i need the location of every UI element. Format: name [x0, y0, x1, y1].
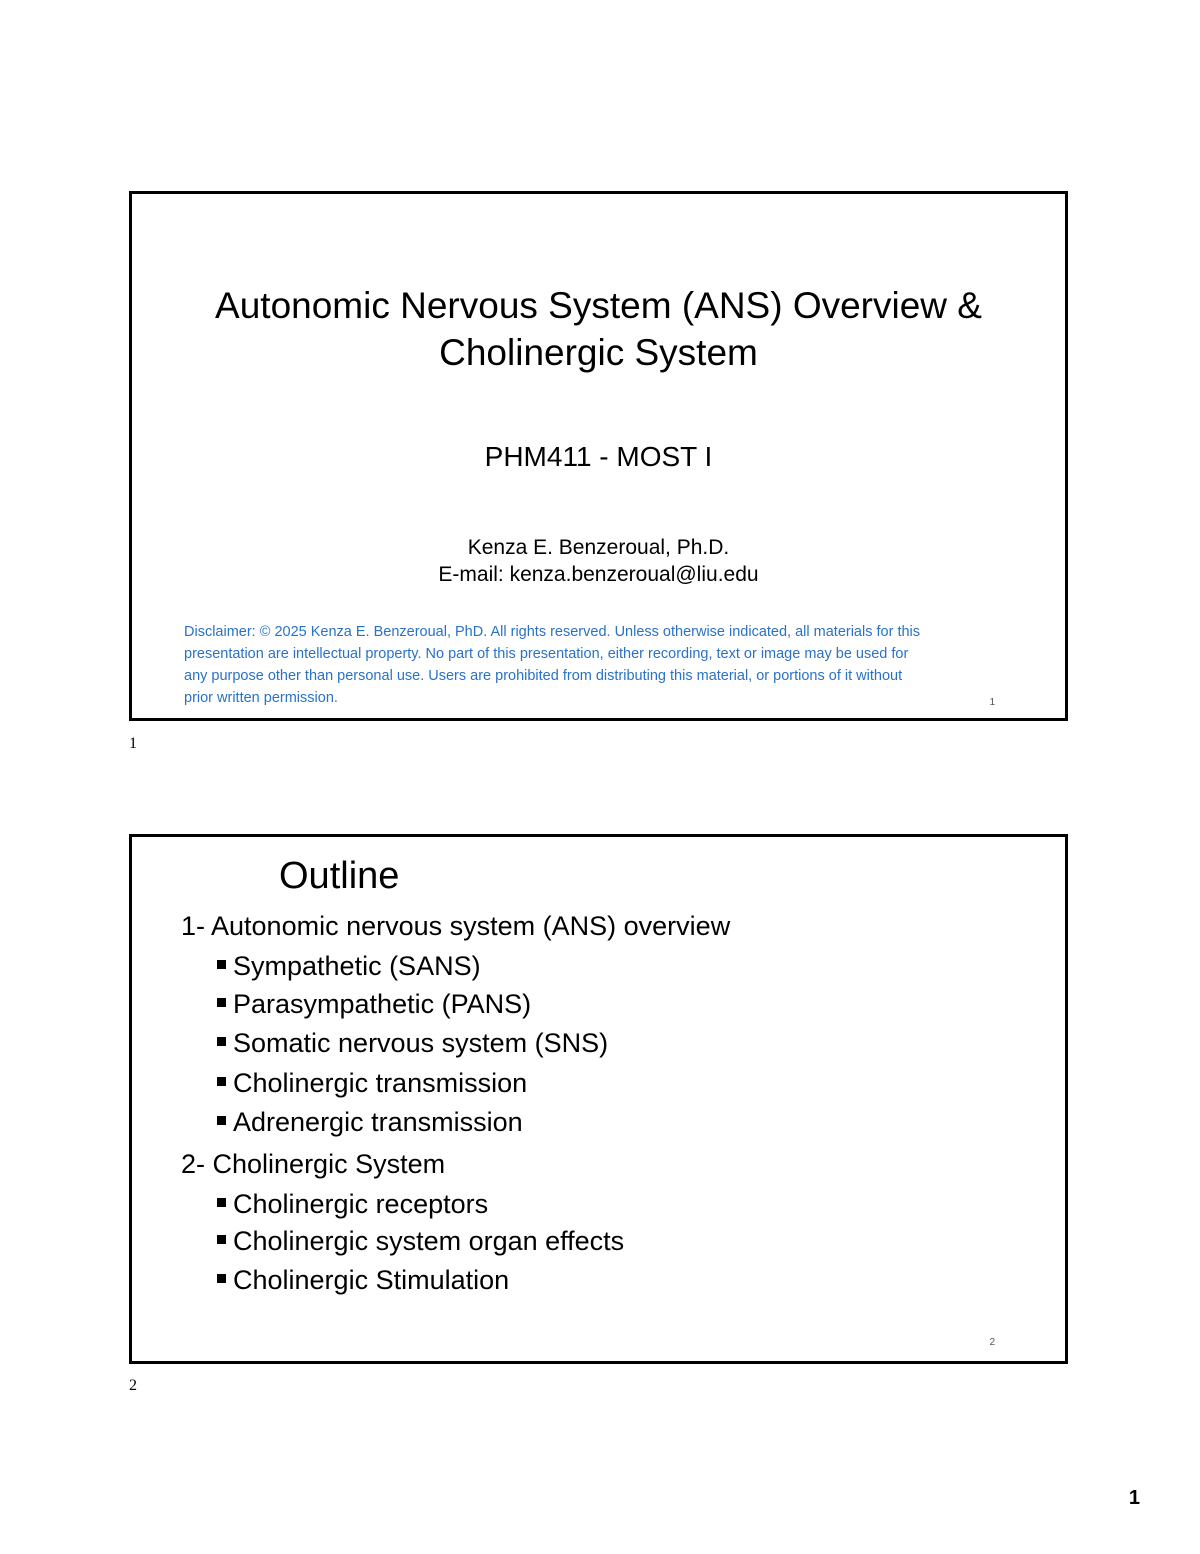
disclaimer	[184, 621, 1019, 709]
slide-1-title	[132, 282, 1065, 376]
disclaimer-line: Disclaimer: © 2025 Kenza E. Benzeroual, PhD. All rights reserved. Unless otherwise indicated, all materials for this	[184, 624, 921, 640]
square-bullet-icon	[217, 1235, 226, 1244]
square-bullet-icon	[217, 960, 226, 969]
title-line-2: Cholinergic System	[439, 332, 758, 373]
slide-number: 2	[989, 1337, 995, 1348]
outline-item: Cholinergic system organ effects	[217, 1226, 624, 1257]
square-bullet-icon	[217, 1077, 226, 1086]
slide-2-label: 2	[129, 1377, 137, 1394]
author-block	[132, 534, 1065, 588]
author-name: Kenza E. Benzeroual, Ph.D.	[467, 536, 730, 559]
outline-section-2: 2- Cholinergic System	[181, 1149, 446, 1179]
disclaimer-line: any purpose other than personal use. Users are prohibited from distributing this material, or portions of it without	[184, 668, 903, 684]
square-bullet-icon	[217, 1274, 226, 1283]
author-email: E-mail: kenza.benzeroual@liu.edu	[438, 563, 759, 586]
course-code: PHM411 - MOST I	[484, 441, 713, 472]
square-bullet-icon	[217, 1116, 226, 1125]
square-bullet-icon	[217, 1198, 226, 1207]
outline-item: Sympathetic (SANS)	[217, 951, 481, 982]
outline-item: Cholinergic Stimulation	[217, 1265, 509, 1296]
outline-section-1: 1- Autonomic nervous system (ANS) overview	[181, 911, 731, 941]
outline-title: Outline	[279, 855, 400, 897]
outline-item: Somatic nervous system (SNS)	[217, 1028, 608, 1059]
slide-2	[129, 834, 1068, 1364]
page-number: 1	[1128, 1487, 1140, 1509]
outline-item: Cholinergic transmission	[217, 1068, 527, 1099]
slide-1	[129, 191, 1068, 721]
outline-item: Cholinergic receptors	[217, 1189, 488, 1220]
square-bullet-icon	[217, 1037, 226, 1046]
square-bullet-icon	[217, 998, 226, 1007]
disclaimer-line: prior written permission.	[184, 690, 338, 706]
outline-item: Parasympathetic (PANS)	[217, 989, 531, 1020]
outline-item: Adrenergic transmission	[217, 1107, 523, 1138]
slide-number: 1	[989, 697, 995, 708]
disclaimer-line: presentation are intellectual property. No part of this presentation, either recording, text or image may be used for	[184, 646, 909, 662]
slide-1-label: 1	[129, 735, 137, 752]
title-line-1: Autonomic Nervous System (ANS) Overview &	[215, 285, 982, 326]
